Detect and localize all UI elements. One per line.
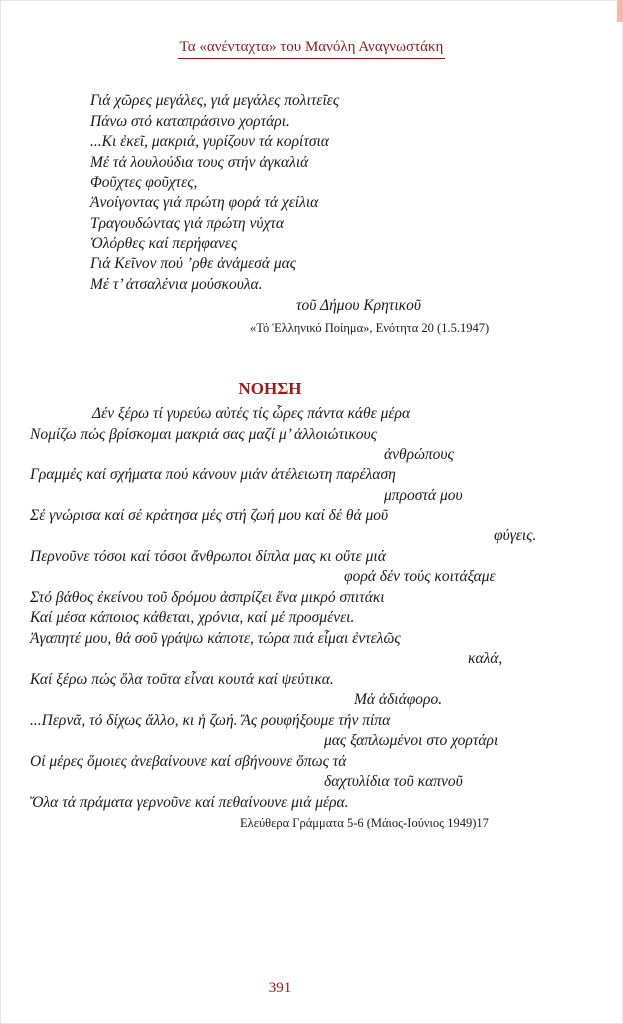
- poem2-line: Οἱ μέρες ὅμοιες ἀνεβαίνουνε καί σβήνουνε ὅπως τά: [30, 753, 347, 770]
- poem1-line: Γιά χῶρες μεγάλες, γιά μεγάλες πολιτεῖες: [90, 92, 340, 109]
- poem2-line: ...Περνᾶ, τό δίχως ἄλλο, κι ἡ ζωή. Ἄς ρουφήξουμε τήν πίπα: [30, 712, 391, 729]
- poem2-title: ΝΟΗΣΗ: [238, 379, 302, 398]
- poem1-line: Τραγουδώντας γιά πρώτη νύχτα: [90, 215, 284, 232]
- poem2-line: μας ξαπλωμένοι στο χορτάρι: [324, 732, 499, 749]
- poem1-line: ...Κι ἐκεῖ, μακριά, γυρίζουν τά κορίτσια: [90, 133, 329, 150]
- poem2-line: Καί μέσα κάποιος κάθεται, χρόνια, καί μέ προσμένει.: [30, 609, 355, 626]
- poem2-line: Καί ξέρω πώς ὅλα τοῦτα εἶναι κουτά καί ψεύτικα.: [30, 671, 334, 688]
- poem2-line: Περνοῦνε τόσοι καί τόσοι ἄνθρωποι δίπλα μας κι οὔτε μιά: [30, 548, 386, 565]
- poem2-line: φύγεις.: [494, 527, 537, 544]
- poem2-line: Νομίζω πώς βρίσκομαι μακριά σας μαζί μ’ ἀλλοιώτικους: [30, 426, 377, 443]
- poem2-line: Ὅλα τά πράματα γερνοῦνε καί πεθαίνουνε μιά μέρα.: [30, 794, 349, 811]
- poem1-line: Μέ τ’ ἀτσαλένια μούσκουλα.: [90, 276, 263, 293]
- poem2-line: δαχτυλίδια τοῦ καπνοῦ: [324, 773, 463, 790]
- poem2-line: φορά δέν τούς κοιτάξαμε: [344, 568, 496, 585]
- poem2-source: Ελεύθερα Γράμματα 5-6 (Μάιος-Ιούνιος 1949)17: [240, 816, 489, 830]
- poem1-line: Ὁλόρθες καί περήφανες: [90, 235, 238, 252]
- poem2-line: Ἀγαπητέ μου, θά σοῦ γράψω κάποτε, τώρα πιά εἶμαι ἐντελῶς: [30, 630, 401, 647]
- poem1-source: «Τό Ἑλληνικό Ποίημα», Ενότητα 20 (1.5.1947): [250, 321, 490, 335]
- poem1-signature: τοῦ Δήμου Κρητικοῦ: [296, 297, 421, 314]
- poem2-line: Γραμμές καί σχήματα πού κάνουν μιάν ἀτέλειωτη παρέλαση: [30, 466, 396, 483]
- poem1-line: Φοῦχτες φοῦχτες,: [90, 174, 198, 191]
- poem2-line: Στό βάθος ἐκείνου τοῦ δρόμου ἀσπρίζει ἕνα μικρό σπιτάκι: [30, 589, 385, 606]
- poem1-line: Γιά Κεῖνον πού ’ρθε ἀνάμεσά μας: [90, 255, 297, 272]
- poem1-line: Πάνω στό καταπράσινο χορτάρι.: [90, 113, 290, 130]
- poem2-line: καλά,: [468, 650, 503, 667]
- page-number: 391: [268, 980, 292, 996]
- corner-mark: [617, 0, 623, 22]
- poem2-line: Μά ἀδιάφορο.: [354, 691, 443, 708]
- poem1-line: Ἀνοίγοντας γιά πρώτη φορά τά χείλια: [90, 194, 319, 211]
- running-header-text: Τα «ανένταχτα» του Μανόλη Αναγνωστάκη: [178, 39, 446, 59]
- running-header: [0, 38, 623, 59]
- poem2-line: Σέ γνώρισα καί σέ κράτησα μές στή ζωή μου καί δέ θά μοῦ: [30, 507, 389, 524]
- poem1-line: Μέ τά λουλούδια τους στήν ἀγκαλιά: [90, 154, 309, 171]
- poem2-line: Δέν ξέρω τί γυρεύω αὐτές τίς ὧρες πάντα κάθε μέρα: [92, 405, 411, 422]
- poem2-line: μπροστά μου: [384, 487, 463, 504]
- poem2-line: ἀνθρώπους: [384, 446, 454, 463]
